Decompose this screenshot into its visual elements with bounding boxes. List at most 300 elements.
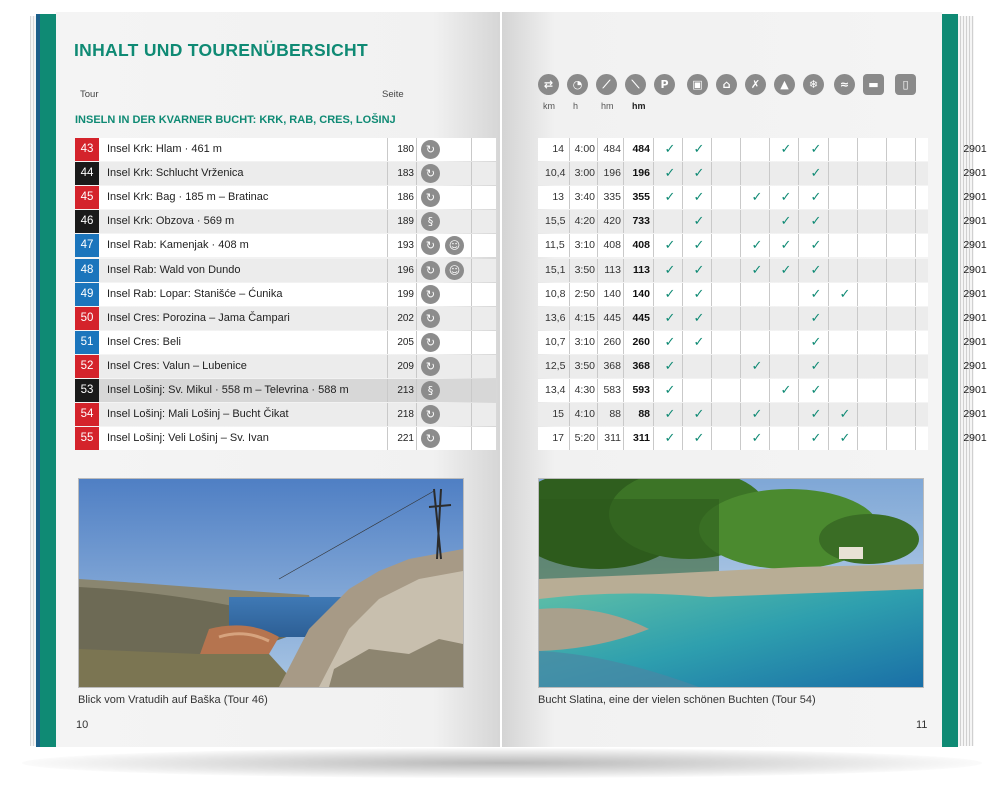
column-divider	[769, 355, 770, 378]
column-divider	[471, 283, 472, 306]
column-divider	[828, 379, 829, 402]
column-divider	[569, 379, 570, 402]
check-icon: ✓	[693, 286, 705, 302]
column-divider	[597, 138, 598, 161]
check-icon: ✓	[810, 334, 822, 350]
ascent-icon: ⟋	[596, 74, 617, 95]
tour-km: 15,1	[545, 263, 566, 276]
tour-km: 17	[552, 432, 564, 445]
column-divider	[915, 259, 916, 282]
tour-hm-up: 196	[603, 167, 621, 180]
tour-name: Insel Rab: Lopar: Stanišće – Ćunika	[107, 287, 283, 300]
column-divider	[471, 355, 472, 378]
column-divider	[623, 162, 624, 185]
tour-number: 55	[75, 427, 99, 450]
column-divider	[798, 234, 799, 257]
column-divider	[711, 259, 712, 282]
column-divider	[471, 210, 472, 233]
map-number: 2901	[963, 239, 987, 252]
check-icon: ✓	[693, 238, 705, 254]
check-icon: ✓	[664, 166, 676, 182]
page-reference: 205	[397, 336, 414, 348]
column-divider	[769, 283, 770, 306]
column-divider	[653, 355, 654, 378]
column-divider	[682, 427, 683, 450]
tour-row[interactable]	[75, 307, 987, 330]
check-icon: ✓	[810, 286, 822, 302]
check-icon: ✓	[693, 142, 705, 157]
loop-route-icon: ↻	[421, 333, 440, 352]
descent-icon: ⟍	[625, 74, 646, 95]
column-divider	[597, 427, 598, 450]
family-icon: ☺	[445, 261, 464, 280]
map-number: 2901	[963, 143, 987, 155]
column-divider	[623, 234, 624, 257]
check-icon: ✓	[839, 431, 851, 447]
column-divider	[569, 427, 570, 450]
tour-h: 4:30	[574, 384, 595, 396]
column-divider	[798, 162, 799, 185]
tour-hm-up: 484	[603, 143, 621, 155]
column-divider	[769, 234, 770, 257]
column-divider	[915, 379, 916, 402]
tour-number: 44	[75, 162, 99, 185]
tour-km: 13,6	[545, 311, 566, 324]
column-divider	[915, 138, 916, 161]
column-divider	[828, 427, 829, 450]
map-icon: ▯	[895, 74, 916, 95]
check-icon: ✓	[780, 262, 792, 278]
tour-name: Insel Lošinj: Mali Lošinj – Bucht Čikat	[107, 408, 289, 421]
column-divider	[886, 186, 887, 209]
tour-name: Insel Cres: Porozina – Jama Čampari	[107, 311, 290, 324]
tour-number: 43	[75, 138, 99, 161]
tour-hm-down: 355	[632, 191, 650, 204]
tour-hm-down: 113	[633, 263, 650, 276]
unit-label: hm	[601, 101, 614, 111]
column-divider	[711, 162, 712, 185]
check-icon: ✓	[664, 407, 676, 423]
column-divider	[653, 283, 654, 306]
loop-route-icon: ↻	[421, 405, 440, 424]
photo-caption-left: Blick vom Vratudih auf Baška (Tour 46)	[78, 694, 268, 706]
loop-route-icon: ↻	[421, 285, 440, 304]
check-icon: ✓	[664, 142, 676, 157]
column-divider	[416, 162, 417, 185]
column-divider	[740, 379, 741, 402]
check-icon: ✓	[693, 431, 705, 447]
column-divider	[857, 355, 858, 378]
tour-h: 4:00	[574, 143, 595, 155]
column-divider	[711, 307, 712, 330]
column-divider	[623, 403, 624, 426]
check-icon: ✓	[751, 407, 763, 423]
tour-hm-down: 484	[632, 143, 650, 155]
tour-name: Insel Rab: Wald von Dundo	[107, 263, 241, 276]
column-divider	[886, 379, 887, 402]
column-divider	[798, 403, 799, 426]
column-divider	[653, 307, 654, 330]
column-divider	[828, 138, 829, 161]
seite-column-header: Seite	[382, 89, 404, 100]
tour-km: 10,4	[545, 167, 566, 180]
tour-number: 47	[75, 234, 99, 257]
column-divider	[828, 162, 829, 185]
column-divider	[828, 355, 829, 378]
column-divider	[682, 210, 683, 233]
tour-name: Insel Lošinj: Veli Lošinj – Sv. Ivan	[107, 432, 269, 445]
column-divider	[798, 379, 799, 402]
column-divider	[653, 403, 654, 426]
tour-row[interactable]	[75, 403, 987, 426]
column-divider	[711, 331, 712, 354]
column-divider	[471, 259, 472, 282]
loop-route-icon: ↻	[421, 309, 440, 328]
column-divider	[569, 331, 570, 354]
check-icon: ✓	[664, 334, 676, 350]
column-divider	[682, 331, 683, 354]
check-icon: ✓	[693, 334, 705, 350]
page-reference: 180	[397, 144, 414, 155]
tour-name: Insel Rab: Kamenjak · 408 m	[107, 239, 249, 252]
column-divider	[769, 186, 770, 209]
tour-name: Insel Krk: Bag · 185 m – Bratinac	[107, 191, 269, 204]
tour-hm-down: 368	[632, 359, 650, 372]
column-divider	[653, 427, 654, 450]
column-divider	[798, 427, 799, 450]
check-icon: ✓	[780, 214, 792, 230]
column-divider	[711, 138, 712, 161]
column-divider	[798, 331, 799, 354]
column-divider	[653, 186, 654, 209]
tour-name: Insel Cres: Beli	[107, 335, 181, 348]
column-divider	[886, 427, 887, 450]
column-divider	[471, 138, 472, 161]
tour-h: 4:20	[574, 215, 595, 228]
map-number: 2901	[963, 384, 987, 396]
column-divider	[886, 283, 887, 306]
column-divider	[711, 427, 712, 450]
check-icon: ✓	[664, 310, 676, 326]
tour-row[interactable]	[75, 259, 987, 282]
column-divider	[597, 283, 598, 306]
column-divider	[471, 331, 472, 354]
column-divider	[915, 186, 916, 209]
tour-row[interactable]	[75, 138, 987, 161]
check-icon: ✓	[693, 166, 705, 182]
column-divider	[828, 307, 829, 330]
tour-hm-down: 140	[632, 287, 650, 300]
check-icon: ✓	[751, 358, 763, 374]
check-icon: ✓	[751, 262, 763, 278]
unit-label: hm	[632, 101, 646, 111]
tour-hm-up: 445	[603, 311, 621, 324]
column-divider	[682, 138, 683, 161]
tour-h: 4:10	[574, 408, 595, 421]
column-divider	[740, 331, 741, 354]
column-divider	[569, 186, 570, 209]
column-divider	[711, 379, 712, 402]
tour-number: 53	[75, 379, 99, 402]
column-divider	[857, 234, 858, 257]
loop-route-icon: ↻	[421, 429, 440, 448]
winter-icon: ❄	[803, 74, 824, 95]
column-divider	[886, 331, 887, 354]
check-icon: ✓	[664, 358, 676, 374]
column-divider	[682, 379, 683, 402]
tour-km: 14	[552, 143, 564, 155]
column-divider	[828, 234, 829, 257]
page-reference: 186	[397, 192, 414, 204]
column-divider	[886, 138, 887, 161]
page-number-left: 10	[76, 719, 89, 731]
tour-row[interactable]	[75, 379, 987, 402]
column-divider	[597, 162, 598, 185]
page-reference: 202	[397, 312, 414, 324]
check-icon: ✓	[780, 383, 792, 398]
column-divider	[682, 186, 683, 209]
column-divider	[915, 234, 916, 257]
tour-hm-up: 260	[603, 335, 621, 348]
route-sign-icon: ⇄	[538, 74, 559, 95]
tour-hm-up: 408	[603, 239, 621, 252]
tour-km: 11,5	[545, 239, 565, 252]
column-divider	[857, 210, 858, 233]
column-divider	[828, 259, 829, 282]
bay-photo-right	[539, 479, 923, 687]
column-divider	[711, 283, 712, 306]
tour-row[interactable]	[75, 427, 987, 450]
tour-row[interactable]	[75, 186, 987, 209]
map-number: 2901	[963, 263, 987, 276]
column-divider	[798, 283, 799, 306]
column-divider	[597, 379, 598, 402]
column-divider	[653, 259, 654, 282]
column-divider	[682, 355, 683, 378]
map-number: 2901	[963, 408, 987, 421]
column-divider	[623, 307, 624, 330]
tour-number: 46	[75, 210, 99, 233]
tour-hm-up: 311	[604, 432, 621, 445]
column-divider	[740, 138, 741, 161]
section-title: INSELN IN DER KVARNER BUCHT: KRK, RAB, CRES, LOŠINJ	[75, 114, 396, 126]
column-divider	[740, 355, 741, 378]
tour-h: 2:50	[574, 287, 595, 300]
tour-row[interactable]	[75, 355, 987, 378]
check-icon: ✓	[664, 190, 676, 206]
column-divider	[711, 210, 712, 233]
tour-hm-up: 88	[609, 408, 621, 421]
column-divider	[740, 427, 741, 450]
map-number: 2901	[963, 432, 987, 445]
one-way-route-icon: §	[421, 381, 440, 400]
tour-row[interactable]	[75, 283, 987, 306]
tour-hm-up: 140	[603, 287, 621, 300]
photo-bucht-slatina	[538, 478, 924, 688]
column-divider	[828, 331, 829, 354]
column-divider	[416, 234, 417, 257]
check-icon: ✓	[810, 407, 822, 423]
column-divider	[569, 355, 570, 378]
column-divider	[623, 259, 624, 282]
check-icon: ✓	[810, 238, 822, 254]
tour-row[interactable]	[75, 234, 987, 257]
parking-icon: P	[654, 74, 675, 95]
column-divider	[653, 162, 654, 185]
check-icon: ✓	[664, 383, 676, 398]
column-divider	[915, 355, 916, 378]
check-icon: ✓	[810, 142, 822, 157]
column-divider	[471, 162, 472, 185]
map-number: 2901	[963, 311, 987, 324]
column-divider	[798, 186, 799, 209]
column-divider	[471, 234, 472, 257]
map-number: 2901	[963, 191, 987, 204]
column-divider	[769, 138, 770, 161]
check-icon: ✓	[664, 286, 676, 302]
check-icon: ✓	[780, 238, 792, 254]
column-divider	[915, 427, 916, 450]
check-icon: ✓	[693, 190, 705, 206]
check-icon: ✓	[780, 190, 792, 206]
column-divider	[653, 331, 654, 354]
column-divider	[682, 307, 683, 330]
column-divider	[915, 403, 916, 426]
tour-row[interactable]	[75, 162, 987, 185]
check-icon: ✓	[693, 407, 705, 423]
unit-label: h	[573, 101, 579, 111]
column-divider	[471, 186, 472, 209]
unit-label: km	[543, 101, 555, 111]
tour-name: Insel Lošinj: Sv. Mikul · 558 m – Televrina · 588 m	[107, 384, 349, 396]
column-divider	[886, 234, 887, 257]
check-icon: ✓	[693, 214, 705, 230]
loop-route-icon: ↻	[421, 140, 440, 159]
column-divider	[471, 403, 472, 426]
tour-hm-up: 368	[603, 359, 621, 372]
column-divider	[471, 307, 472, 330]
loop-route-icon: ↻	[421, 261, 440, 280]
map-number: 2901	[963, 335, 987, 348]
check-icon: ✓	[810, 431, 822, 447]
tour-km: 13	[552, 191, 564, 204]
column-divider	[682, 283, 683, 306]
column-divider	[857, 186, 858, 209]
summit-icon: ▲	[774, 74, 795, 95]
column-divider	[623, 427, 624, 450]
column-divider	[769, 403, 770, 426]
tour-row[interactable]	[75, 331, 987, 354]
column-divider	[828, 283, 829, 306]
loop-route-icon: ↻	[421, 357, 440, 376]
tour-km: 15,5	[545, 215, 566, 228]
page-number-right: 11	[916, 719, 928, 731]
column-divider	[886, 355, 887, 378]
tour-hm-up: 420	[603, 215, 621, 228]
tour-row[interactable]	[75, 210, 987, 233]
column-divider	[769, 379, 770, 402]
column-divider	[597, 259, 598, 282]
column-divider	[740, 210, 741, 233]
column-divider	[740, 186, 741, 209]
tour-hm-down: 445	[632, 311, 650, 324]
cable-car-icon: ⌂	[716, 74, 737, 95]
column-divider	[857, 259, 858, 282]
column-divider	[597, 403, 598, 426]
column-divider	[828, 403, 829, 426]
hut-icon: ▬	[863, 74, 884, 95]
page-title: INHALT UND TOURENÜBERSICHT	[74, 40, 368, 60]
restaurant-icon: ✗	[745, 74, 766, 95]
page-reference: 199	[397, 288, 414, 300]
column-divider	[769, 210, 770, 233]
column-divider	[798, 307, 799, 330]
column-divider	[569, 162, 570, 185]
column-divider	[769, 259, 770, 282]
tour-hm-up: 113	[604, 263, 621, 276]
column-divider	[915, 210, 916, 233]
column-divider	[886, 307, 887, 330]
check-icon: ✓	[664, 431, 676, 447]
column-divider	[711, 186, 712, 209]
tour-name: Insel Krk: Hlam · 461 m	[107, 143, 222, 155]
check-icon: ✓	[693, 310, 705, 326]
column-divider	[915, 307, 916, 330]
column-divider	[416, 259, 417, 282]
check-icon: ✓	[839, 407, 851, 423]
check-icon: ✓	[664, 238, 676, 254]
tour-number: 45	[75, 186, 99, 209]
column-divider	[653, 138, 654, 161]
tour-name: Insel Cres: Valun – Lubenice	[107, 359, 247, 372]
column-divider	[740, 307, 741, 330]
column-divider	[623, 331, 624, 354]
column-divider	[857, 162, 858, 185]
column-divider	[857, 138, 858, 161]
column-divider	[416, 379, 417, 402]
tour-number: 50	[75, 307, 99, 330]
column-divider	[740, 162, 741, 185]
column-divider	[623, 355, 624, 378]
page-reference: 221	[397, 433, 414, 445]
column-divider	[416, 427, 417, 450]
column-divider	[623, 138, 624, 161]
loop-route-icon: ↻	[421, 236, 440, 255]
column-divider	[597, 186, 598, 209]
column-divider	[471, 379, 472, 402]
tour-hm-up: 335	[603, 191, 621, 204]
column-divider	[740, 283, 741, 306]
tour-h: 3:00	[574, 167, 595, 180]
tour-hm-down: 196	[632, 167, 650, 180]
column-divider	[682, 403, 683, 426]
tour-km: 10,7	[545, 335, 566, 348]
check-icon: ✓	[810, 310, 822, 326]
tour-h: 3:50	[574, 359, 595, 372]
column-divider	[416, 138, 417, 161]
book-shadow	[22, 748, 982, 778]
tour-h: 4:15	[574, 311, 595, 324]
tour-number: 48	[75, 259, 99, 282]
column-divider	[857, 307, 858, 330]
column-divider	[740, 403, 741, 426]
tour-hm-up: 583	[603, 384, 621, 396]
column-divider	[623, 379, 624, 402]
loop-route-icon: ↻	[421, 164, 440, 183]
page-reference: 189	[397, 216, 414, 228]
photo-vratudih-baska	[78, 478, 464, 688]
tour-km: 13,4	[545, 384, 566, 396]
